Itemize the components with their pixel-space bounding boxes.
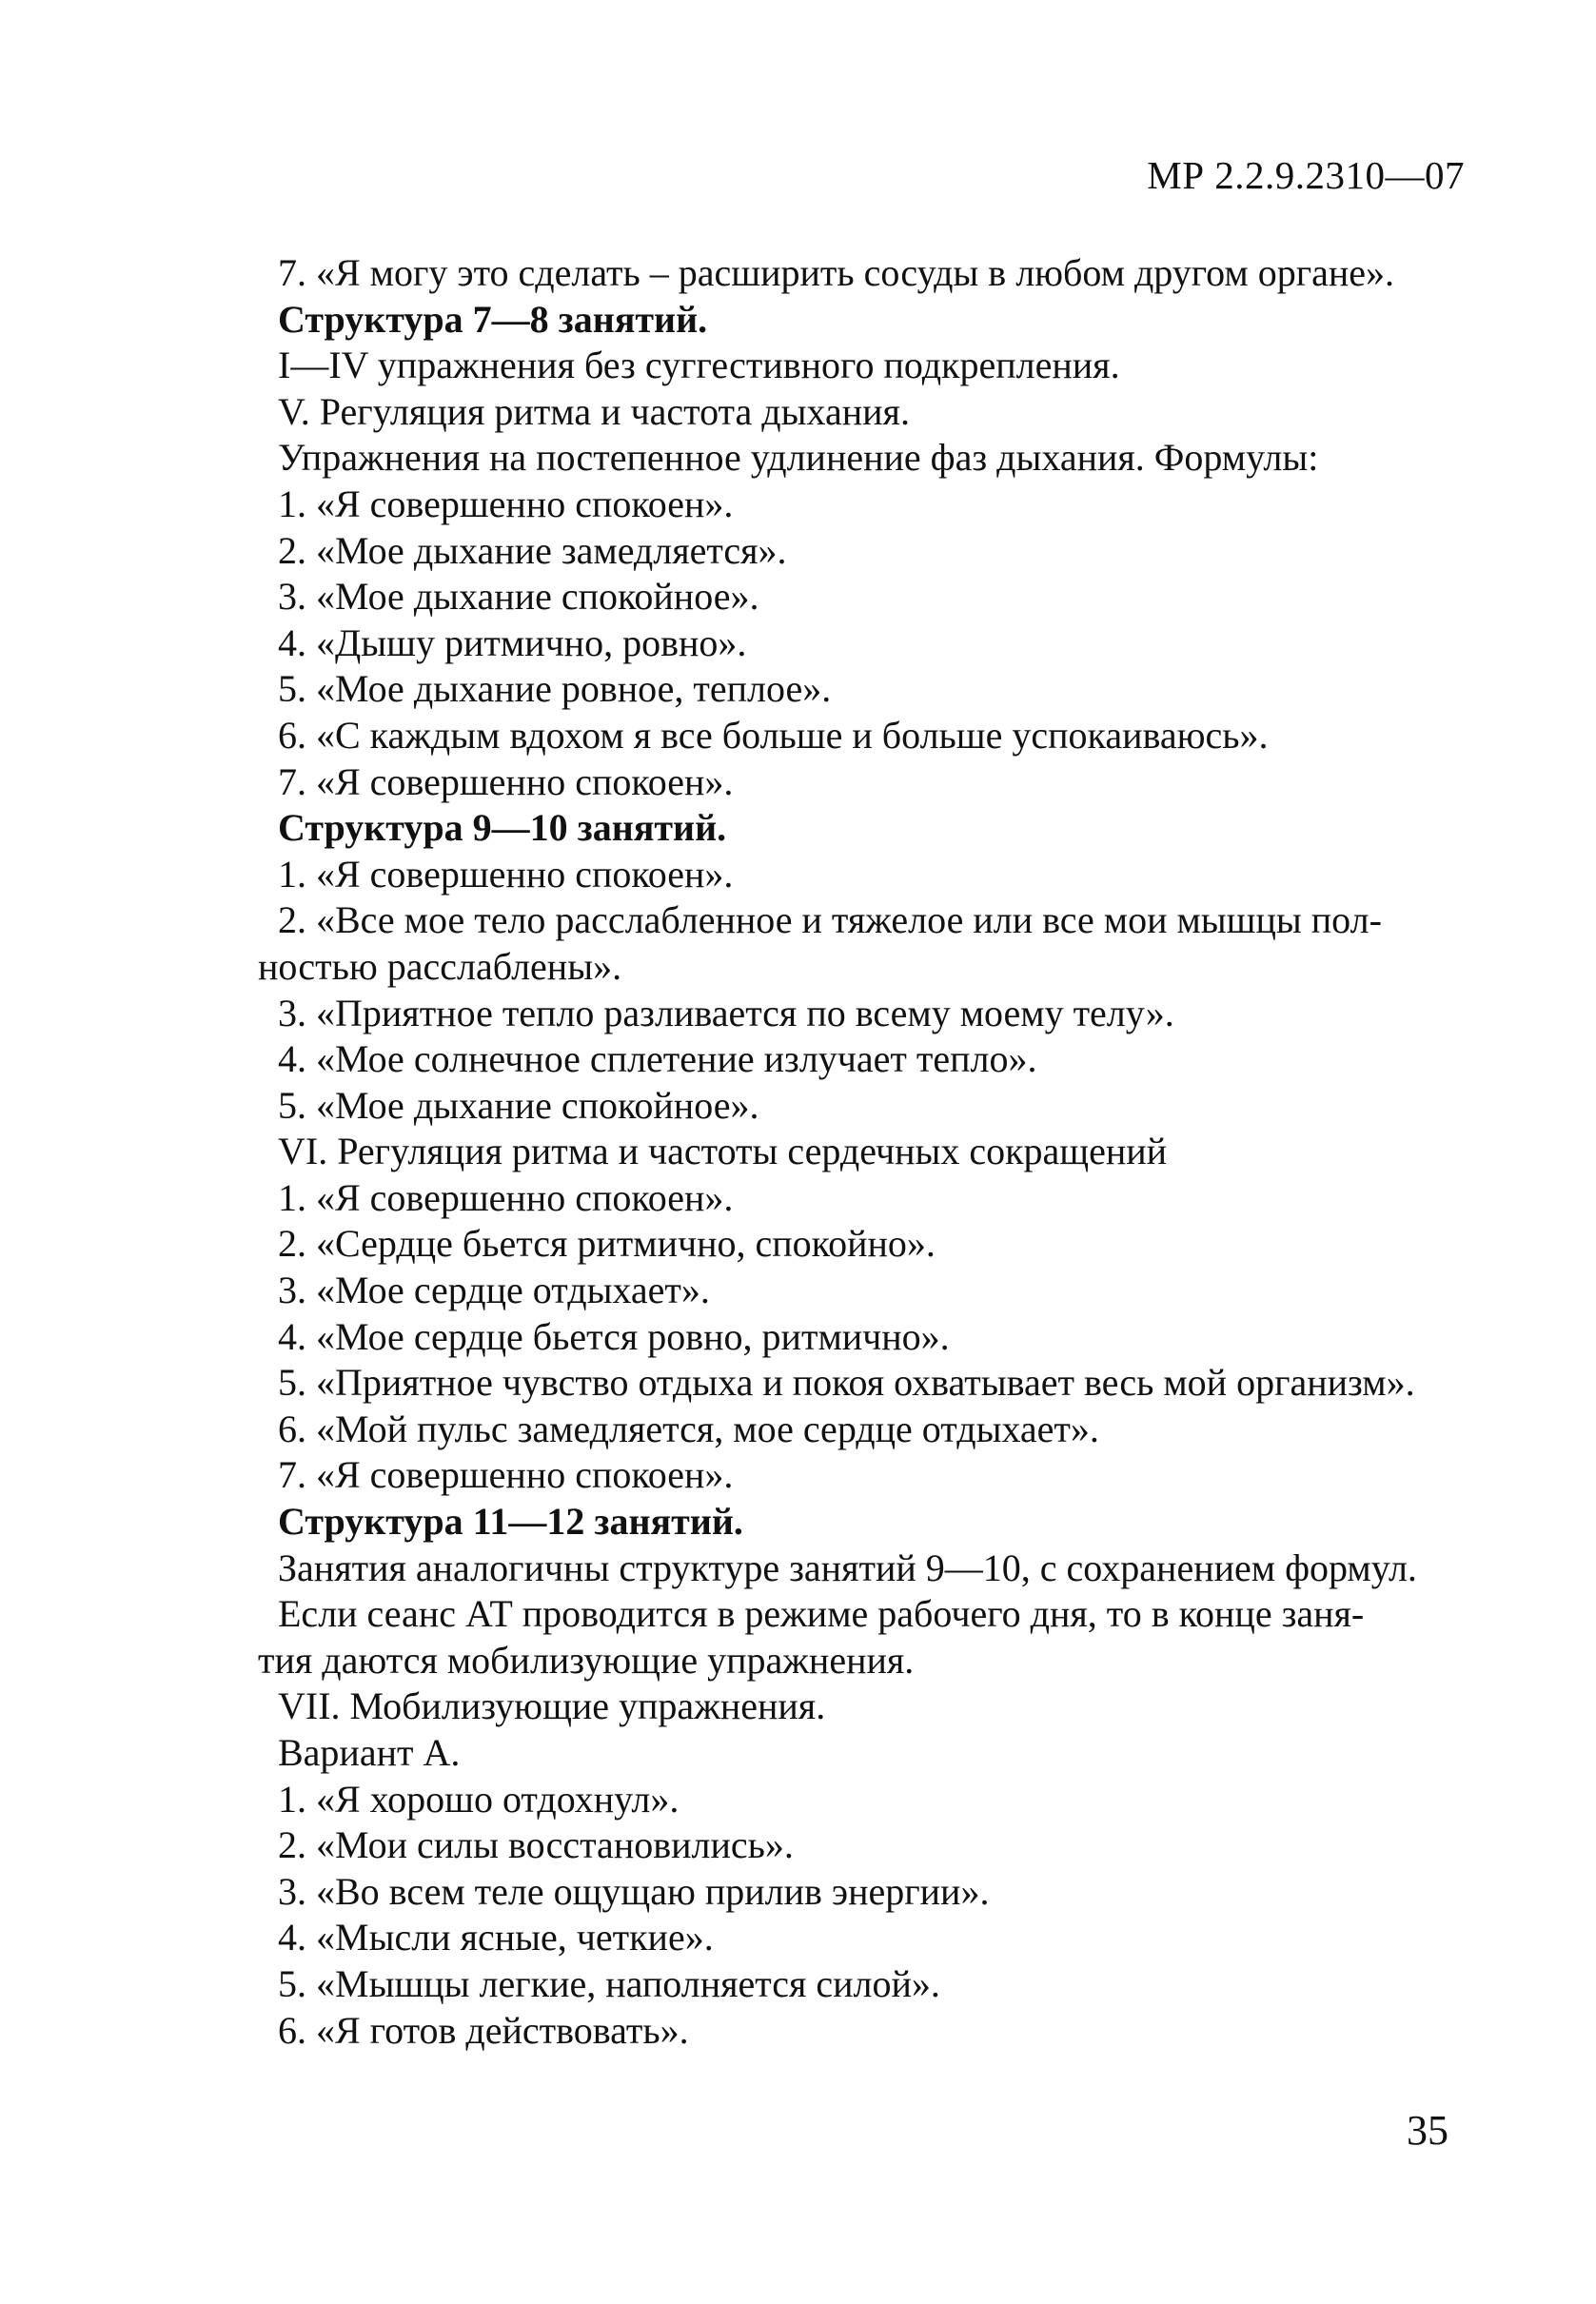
text-line: 2. «Мои силы восстановились». [278,1823,794,1867]
text-line: I—IV упражнения без суггестивного подкрепления. [278,344,1120,387]
text-line: 2. «Мое дыхание замедляется». [278,528,787,572]
text-line: 3. «Мое сердце отдыхает». [278,1269,710,1312]
text-line: 3. «Приятное тепло разливается по всему моему телу». [278,991,1174,1034]
text-line: 6. «Я готов действовать». [278,2008,689,2052]
text-line: 6. «С каждым вдохом я все больше и больше успокаиваюсь». [278,713,1269,757]
text-line: тия даются мобилизующие упражнения. [258,1638,915,1682]
text-line: 4. «Дышу ритмично, ровно». [278,620,747,664]
text-line: Если сеанс АТ проводится в режиме рабочего дня, то в конце заня- [278,1592,1365,1636]
text-line: 7. «Я могу это сделать – расширить сосуды в любом другом органе». [278,251,1395,294]
text-line: Занятия аналогичны структуре занятий 9—10, с сохранением формул. [278,1546,1417,1589]
text-line: VI. Регуляция ритма и частоты сердечных сокращений [278,1130,1168,1173]
text-line: 1. «Я совершенно спокоен». [278,852,734,896]
text-line: 3. «Мое дыхание спокойное». [278,575,759,619]
text-line: ностью расслаблены». [258,944,622,988]
text-line: Упражнения на постепенное удлинение фаз дыхания. Формулы: [278,436,1319,480]
text-line: 7. «Я совершенно спокоен». [278,1453,734,1497]
text-line: 4. «Мысли ясные, четкие». [278,1916,714,1959]
text-line: Вариант А. [278,1731,461,1774]
text-line: 7. «Я совершенно спокоен». [278,759,734,803]
text-line: 4. «Мое сердце бьется ровно, ритмично». [278,1314,950,1358]
text-line: VII. Мобилизующие упражнения. [278,1684,826,1728]
text-line: 3. «Во всем теле ощущаю прилив энергии». [278,1869,990,1913]
text-line: 5. «Приятное чувство отдыха и покоя охватывает весь мой организм». [278,1361,1415,1405]
document-body [258,250,1463,2054]
text-line: 1. «Я совершенно спокоен». [278,482,734,525]
section-heading: Структура 11—12 занятий. [278,1500,743,1544]
text-line: 2. «Сердце бьется ритмично, спокойно». [278,1222,936,1266]
text-line: 4. «Мое солнечное сплетение излучает тепло». [278,1037,1037,1081]
text-line: 5. «Мое дыхание спокойное». [278,1083,759,1127]
text-line: 1. «Я совершенно спокоен». [278,1175,734,1219]
page-number: 35 [1407,2107,1448,2154]
text-line: 1. «Я хорошо отдохнул». [278,1777,680,1821]
section-heading: Структура 9—10 занятий. [278,806,727,850]
text-line: 2. «Все мое тело расслабленное и тяжелое или все мои мышцы пол- [278,898,1382,942]
text-line: 6. «Мой пульс замедляется, мое сердце отдыхает». [278,1407,1099,1450]
section-heading: Структура 7—8 занятий. [278,297,708,341]
text-line: 5. «Мое дыхание ровное, теплое». [278,667,832,711]
text-line: V. Регуляция ритма и частота дыхания. [278,389,910,433]
text-line: 5. «Мышцы легкие, наполняется силой». [278,1961,940,2005]
document-id-header: МР 2.2.9.2310—07 [1147,153,1465,197]
